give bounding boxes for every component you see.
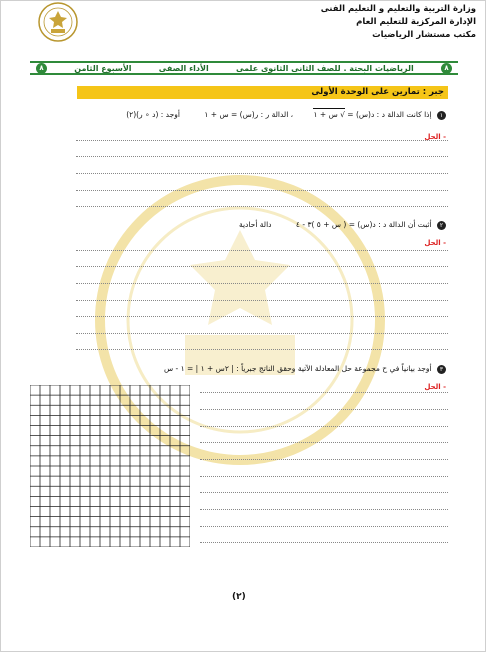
header-math-office: مكتب مستشار الرياضيات [372, 30, 476, 40]
answer-line [200, 442, 448, 443]
question-1 [126, 110, 446, 120]
solution-label: - الحل [424, 239, 446, 247]
performance-label: الأداء الصفى [158, 63, 209, 73]
answer-line [200, 476, 448, 477]
answer-line [76, 140, 448, 141]
answer-line [76, 316, 448, 317]
week-badge-right: ٨ [441, 63, 452, 74]
answer-line [200, 526, 448, 527]
answer-line [200, 426, 448, 427]
subject-label: الرياضيات البحتة . للصف الثانى الثانوى علمى [235, 63, 414, 73]
question-text: أثبت أن الدالة د : د(س) = ( س + ٥ )٣ - ٤ [295, 220, 432, 229]
answer-line [200, 542, 448, 543]
page-number: (٢) [232, 592, 246, 602]
week-badge-left: ٨ [36, 63, 47, 74]
week-label: الأسبوع الثامن [74, 63, 132, 73]
question-text-2: ، الدالة ر : ر(س) = س + ١ [204, 110, 294, 119]
answer-line [200, 409, 448, 410]
answer-line [76, 283, 448, 284]
answer-line [76, 173, 448, 174]
question-number: ٣ [437, 365, 446, 374]
question-text-2: | ٢س + ١ | = ١ - س [163, 364, 234, 373]
solution-label: - الحل [424, 133, 446, 141]
solution-label: - الحل [424, 383, 446, 391]
question-2 [239, 220, 446, 230]
answer-line [200, 492, 448, 493]
topic-title: تمارين على الوحدة الأولى [311, 87, 420, 97]
question-text-2: دالة أحادية [238, 220, 272, 229]
topic-bar [77, 86, 448, 99]
header-bar [30, 61, 458, 75]
answer-line [200, 459, 448, 460]
answer-line [76, 206, 448, 207]
question-text: إذا كانت الدالة د : د(س) = [347, 110, 432, 119]
question-number: ٢ [437, 221, 446, 230]
answer-line [76, 250, 448, 251]
graph-paper-grid [30, 385, 190, 547]
answer-line [76, 333, 448, 334]
header-central-admin: الإدارة المركزية للتعليم العام [356, 17, 476, 27]
answer-line [76, 349, 448, 350]
answer-line [200, 392, 448, 393]
header-ministry: وزارة التربية والتعليم و التعليم الفنى [320, 4, 476, 14]
answer-line [76, 266, 448, 267]
question-3 [164, 364, 446, 374]
answer-line [76, 190, 448, 191]
question-text-3: أوجد : (د ∘ ر)(٢) [126, 110, 180, 119]
ministry-logo-icon [38, 2, 78, 42]
question-text: أوجد بيانياً في ح مجموعة حل المعادلة الآتية وحقق الناتج جبرياً : [236, 364, 432, 373]
question-number: ١ [437, 111, 446, 120]
topic-prefix: جبر : [422, 87, 444, 97]
answer-line [76, 156, 448, 157]
answer-line [76, 300, 448, 301]
answer-line [200, 509, 448, 510]
question-radical: √ س + ١ [313, 110, 345, 119]
